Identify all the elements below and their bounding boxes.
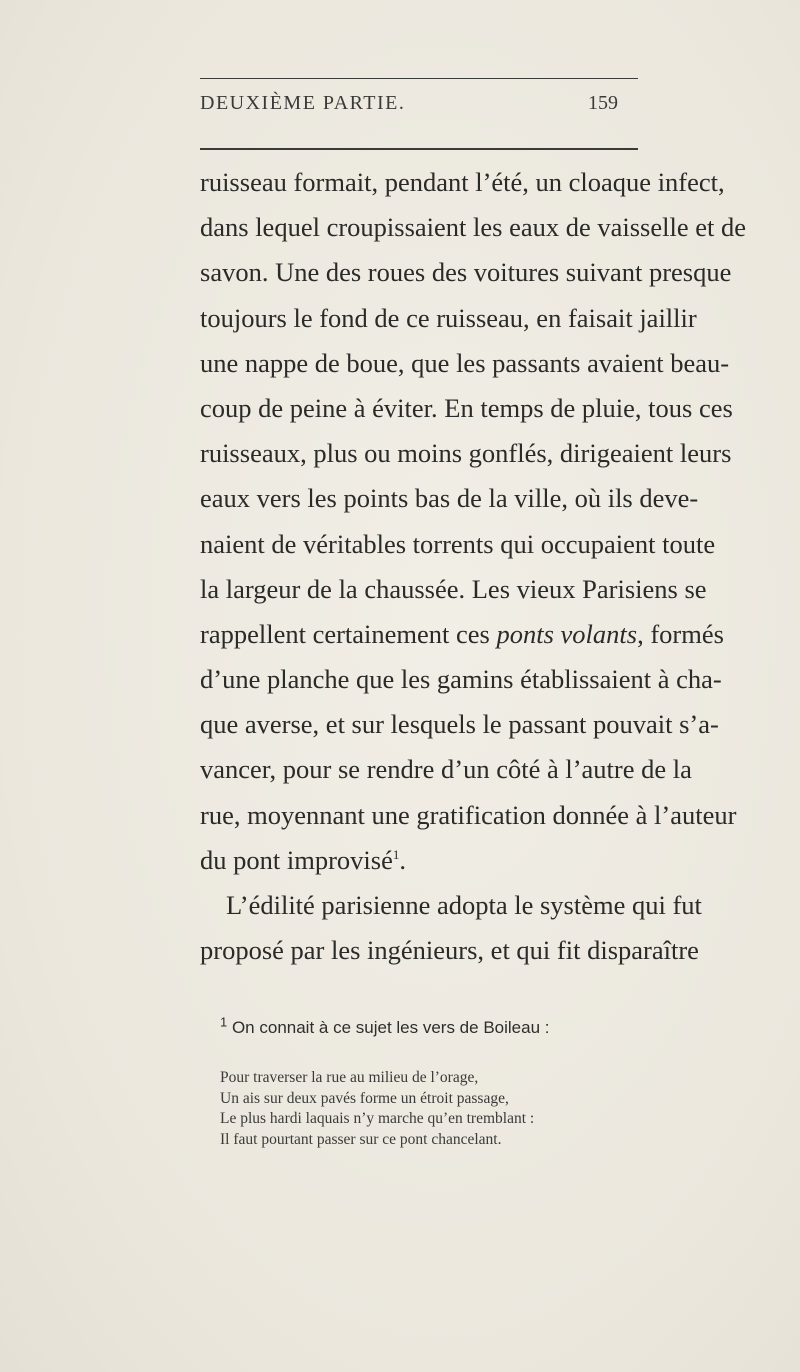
text-line: savon. Une des roues des voitures suivant presque	[200, 257, 732, 288]
text-line: ruisseaux, plus ou moins gonflés, dirigeaient leurs	[200, 438, 732, 469]
body-text	[200, 160, 747, 973]
header-rule-top	[200, 78, 638, 79]
text-line: que averse, et sur lesquels le passant pouvait s’a-	[200, 709, 719, 740]
text-run: , formés	[637, 618, 724, 649]
text-line: d’une planche que les gamins établissaient à cha-	[200, 664, 722, 695]
text-line: la largeur de la chaussée. Les vieux Parisiens se	[200, 573, 707, 604]
text-line: naient de véritables torrents qui occupaient toute	[200, 528, 716, 559]
italic-phrase: ponts volants	[496, 618, 638, 649]
header-rule-bottom	[200, 148, 638, 150]
text-line: vancer, pour se rendre d’un côté à l’autre de la	[200, 754, 692, 785]
verse-line: Un ais sur deux pavés forme un étroit passage,	[220, 1089, 509, 1107]
footnote-intro	[220, 1014, 640, 1048]
text-line: ruisseau formait, pendant l’été, un cloaque infect,	[200, 167, 725, 197]
verse-line: Pour traverser la rue au milieu de l’orage,	[220, 1069, 479, 1086]
text-line: dans lequel croupissaient les eaux de vaisselle et de	[200, 212, 747, 243]
text-line-paragraph-start: L’édilité parisienne adopta le système qui fut	[226, 890, 702, 920]
footnote-text: On connait à ce sujet les vers de Boileau :	[227, 1018, 550, 1037]
verse-line: Il faut pourtant passer sur ce pont chancelant.	[220, 1130, 502, 1148]
text-line: rue, moyennant une gratification donnée à l’auteur	[200, 799, 737, 830]
text-line: une nappe de boue, que les passants avaient beau-	[200, 347, 730, 378]
text-line: proposé par les ingénieurs, et qui fit disparaître	[200, 935, 699, 966]
footnote-reference: 1	[392, 846, 400, 862]
footnote-marker: 1	[220, 1014, 228, 1030]
text-run: du pont improvisé	[200, 844, 393, 875]
text-line: eaux vers les points bas de la ville, où ils deve-	[200, 483, 699, 514]
running-head: DEUXIÈME PARTIE.	[200, 92, 406, 114]
page-header	[200, 92, 638, 122]
text-run: .	[399, 844, 406, 875]
verse-line: Le plus hardi laquais n’y marche qu’en tremblant :	[220, 1110, 535, 1127]
text-run: rappellent certainement ces	[200, 618, 497, 649]
quoted-verse	[220, 1068, 640, 1150]
text-line-italic-phrase	[200, 612, 724, 657]
page-number: 159	[588, 92, 618, 114]
text-line: coup de peine à éviter. En temps de pluie, tous ces	[200, 392, 733, 423]
text-line: toujours le fond de ce ruisseau, en faisait jaillir	[200, 302, 697, 333]
footnote	[200, 1014, 640, 1150]
text-line-paragraph-end	[200, 838, 640, 883]
